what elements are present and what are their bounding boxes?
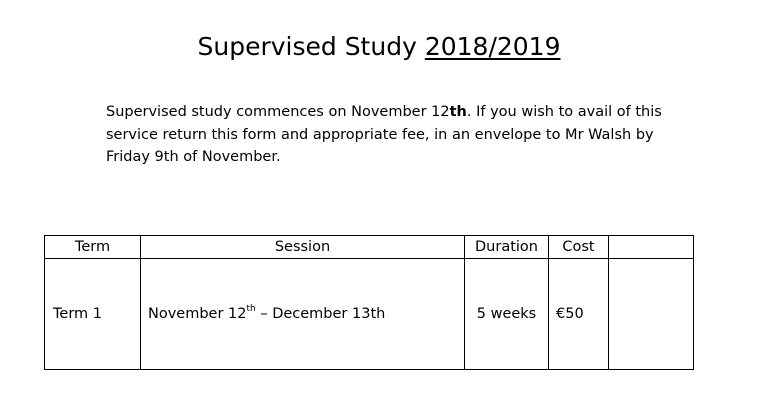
intro-line-1-start: Supervised study commences on November 12 [106, 104, 450, 120]
intro-paragraph [106, 101, 706, 169]
header-empty [609, 236, 694, 259]
intro-line-1-bold-suffix: th [449, 104, 467, 120]
intro-line-3: Friday 9th of November. [106, 149, 281, 165]
cell-cost: €50 [549, 259, 609, 370]
fees-table [44, 235, 694, 370]
header-session: Session [141, 236, 465, 259]
header-term: Term [45, 236, 141, 259]
table-row [45, 259, 694, 370]
session-end: – December 13th [255, 306, 386, 322]
cell-empty [609, 259, 694, 370]
intro-line-2: service return this form and appropriate fee, in an envelope to Mr Walsh by [106, 126, 654, 143]
session-superscript: th [246, 304, 256, 314]
cell-session [141, 259, 465, 370]
intro-line-1-end: . If you wish to avail of this [466, 104, 662, 120]
session-start: November 12 [148, 306, 247, 322]
cell-duration: 5 weeks [465, 259, 549, 370]
cell-term: Term 1 [45, 259, 141, 370]
title-text: Supervised Study [197, 32, 417, 61]
intro-line-1 [106, 101, 706, 124]
page-title [0, 30, 758, 64]
header-cost: Cost [549, 236, 609, 259]
header-duration: Duration [465, 236, 549, 259]
table-header-row [45, 236, 694, 259]
title-year: 2018/2019 [424, 32, 561, 61]
